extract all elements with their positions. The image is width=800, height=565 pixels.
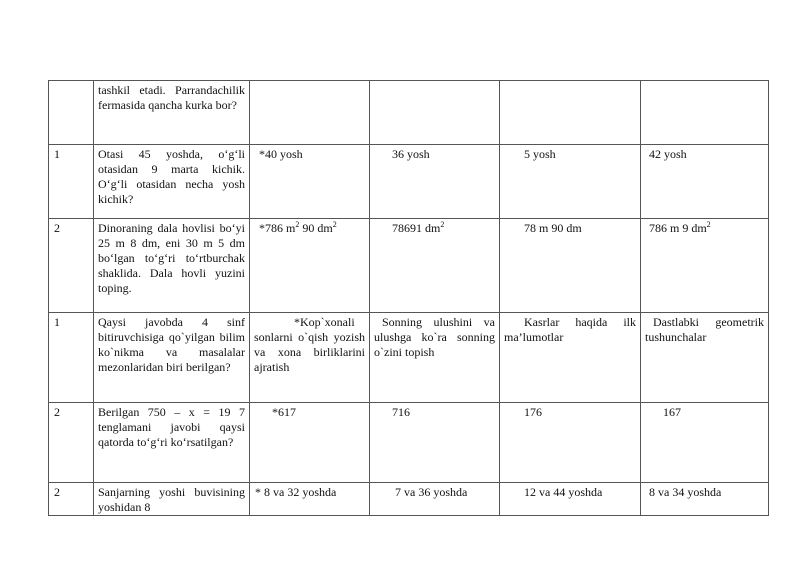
answer-option-b: Sonning ulushini va ulushga ko`ra sonning o`zini topish <box>370 313 500 403</box>
answer-option-c: 78 m 90 dm <box>500 219 641 313</box>
answer-option-d: 8 va 34 yoshda <box>641 483 769 516</box>
answer-option-a: * 8 va 32 yoshda <box>250 483 370 516</box>
answer-option-d: Dastlabki geometrik tushunchalar <box>641 313 769 403</box>
answer-option-d <box>641 81 769 145</box>
row-number: 1 <box>49 313 94 403</box>
answer-option-b: 7 va 36 yoshda <box>370 483 500 516</box>
answer-option-a: *786 $m^2$ 90 $dm^2$ <box>250 219 370 313</box>
answer-option-c: 12 va 44 yoshda <box>500 483 641 516</box>
table-row <box>49 313 769 403</box>
test-questions-table <box>48 80 769 516</box>
question-text: Otasi 45 yoshda, o‘g‘li otasidan 9 marta kichik. O‘g‘li otasidan necha yosh kichik? <box>94 145 250 219</box>
row-number: 2 <box>49 403 94 483</box>
answer-option-d: 786 m 9 $dm^2$ <box>641 219 769 313</box>
question-text: Berilgan 750 – x = 19 7 tenglamani javobi qaysi qatorda to‘g‘ri ko‘rsatilgan? <box>94 403 250 483</box>
table-row <box>49 483 769 516</box>
question-text: Dinoraning dala hovlisi bo‘yi 25 m 8 dm, eni 30 m 5 dm bo‘lgan to‘g‘ri to‘rtburchak shaklida. Dala hovli yuzini toping. <box>94 219 250 313</box>
answer-option-a: *617 <box>250 403 370 483</box>
answer-option-b: 36 yosh <box>370 145 500 219</box>
answer-option-b: 78691 $dm^2$ <box>370 219 500 313</box>
row-number: 1 <box>49 145 94 219</box>
answer-option-c: 5 yosh <box>500 145 641 219</box>
answer-option-c <box>500 81 641 145</box>
table-row <box>49 81 769 145</box>
row-number: 2 <box>49 219 94 313</box>
question-text: tashkil etadi. Parrandachilik fermasida qancha kurka bor? <box>94 81 250 145</box>
table-row <box>49 219 769 313</box>
table-row <box>49 145 769 219</box>
row-number: 2 <box>49 483 94 516</box>
answer-option-b <box>370 81 500 145</box>
answer-option-c: Kasrlar haqida ilk ma’lumotlar <box>500 313 641 403</box>
row-number <box>49 81 94 145</box>
answer-option-b: 716 <box>370 403 500 483</box>
question-text: Qaysi javobda 4 sinf bitiruvchisiga qo`yilgan bilim ko`nikma va masalalar mezonlaridan biri berilgan? <box>94 313 250 403</box>
answer-option-a: *Kop`xonali sonlarni o`qish yozish va xona birliklarini ajratish <box>250 313 370 403</box>
answer-option-d: 167 <box>641 403 769 483</box>
answer-option-a: *40 yosh <box>250 145 370 219</box>
answer-option-a <box>250 81 370 145</box>
answer-option-c: 176 <box>500 403 641 483</box>
answer-option-d: 42 yosh <box>641 145 769 219</box>
question-text: Sanjarning yoshi buvisining yoshidan 8 <box>94 483 250 516</box>
table-row <box>49 403 769 483</box>
